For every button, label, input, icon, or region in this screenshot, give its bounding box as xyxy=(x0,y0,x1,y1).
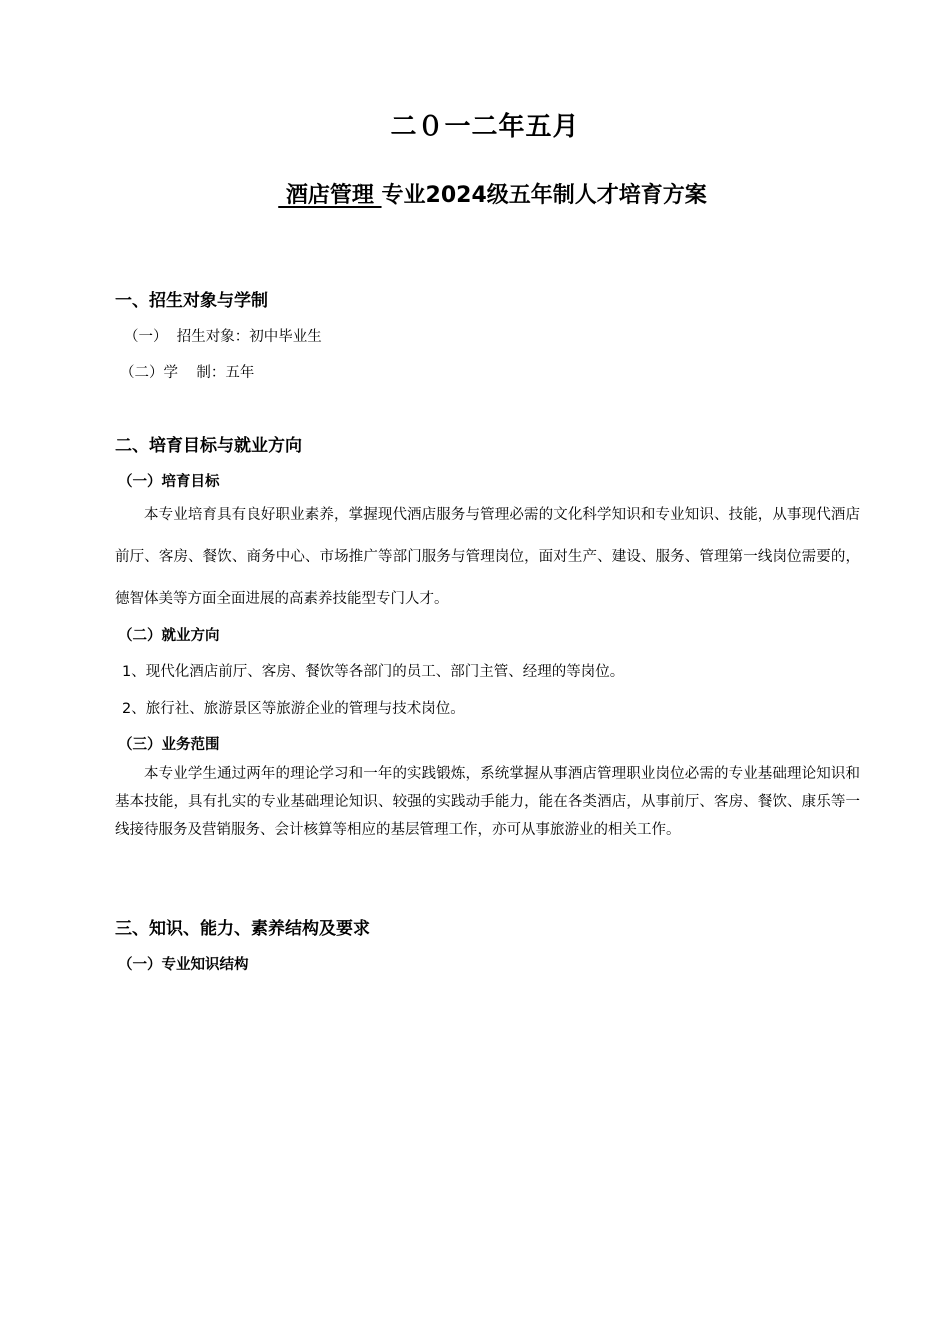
section-2-sub-3-heading: （三）业务范围 xyxy=(118,737,220,753)
section-3-sub-1-heading: （一）专业知识结构 xyxy=(118,957,249,973)
plan-title-rest: 专业2024级五年制人才培育方案 xyxy=(381,183,707,208)
date-title: 二０一二年五月 xyxy=(390,112,580,142)
plan-title-major: 酒店管理 xyxy=(278,183,382,208)
section-1-heading: 一、招生对象与学制 xyxy=(115,291,268,311)
section-3-heading: 三、知识、能力、素养结构及要求 xyxy=(115,919,370,939)
section-2-sub-2-item-1: 1、现代化酒店前厅、客房、餐饮等各部门的员工、部门主管、经理的等岗位。 xyxy=(122,664,625,680)
section-2-sub-1-heading: （一）培育目标 xyxy=(118,474,220,490)
plan-title xyxy=(0,178,950,209)
section-2-sub-3-paragraph: 本专业学生通过两年的理论学习和一年的实践锻炼，系统掌握从事酒店管理职业岗位必需的专业基础理论知识和基本技能，具有扎实的专业基础理论知识、较强的实践动手能力，能在各类酒店，从事前厅、客房、餐饮、康乐等一线接待服务及营销服务、会计核算等相应的基层管理工作，亦可从事旅游业的相关工作。 xyxy=(115,766,860,838)
section-1-item-2: （二）学 制：五年 xyxy=(120,365,255,381)
section-2-heading: 二、培育目标与就业方向 xyxy=(115,436,302,456)
section-2-sub-2-heading: （二）就业方向 xyxy=(118,628,220,644)
section-2-sub-1-paragraph: 本专业培育具有良好职业素养，掌握现代酒店服务与管理必需的文化科学知识和专业知识、技能，从事现代酒店前厅、客房、餐饮、商务中心、市场推广等部门服务与管理岗位，面对生产、建设、服务、管理第一线岗位需要的，德智体美等方面全面进展的高素养技能型专门人才。 xyxy=(115,507,860,607)
section-1-item-1: （一） 招生对象：初中毕业生 xyxy=(124,329,322,345)
section-2-sub-2-item-2: 2、旅行社、旅游景区等旅游企业的管理与技术岗位。 xyxy=(122,701,465,717)
